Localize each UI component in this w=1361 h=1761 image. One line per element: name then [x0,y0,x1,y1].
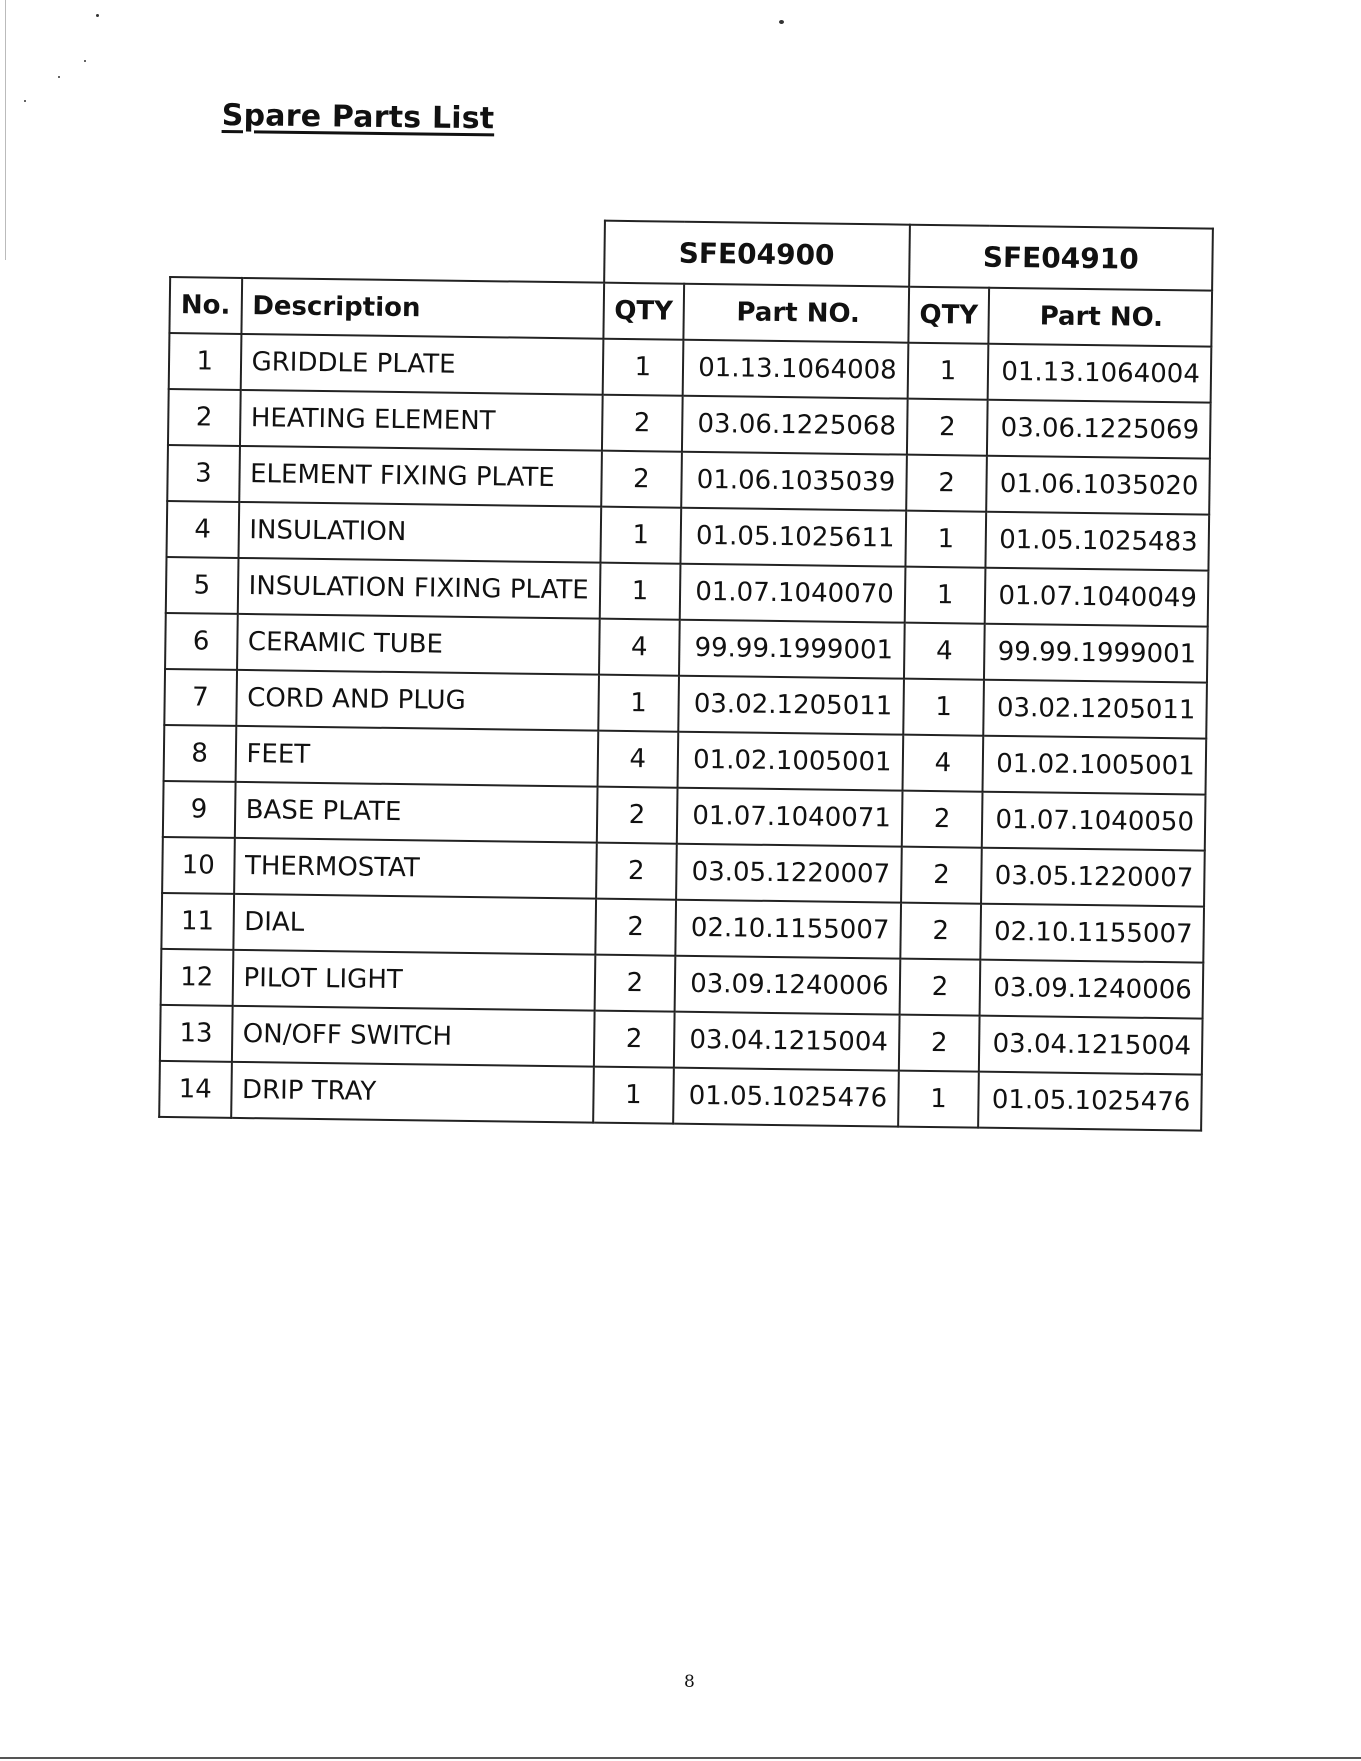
qty-sfe04900: 2 [601,451,682,508]
page-bottom-border [0,1757,1361,1759]
row-number: 2 [168,389,240,446]
qty-sfe04900: 2 [601,395,682,452]
header-no: No. [169,277,241,334]
qty-sfe04910: 2 [899,959,980,1016]
row-number: 14 [159,1061,231,1118]
qty-sfe04900: 2 [596,843,677,900]
qty-sfe04900: 2 [595,899,676,956]
qty-sfe04900: 1 [602,339,683,396]
scan-speck [58,76,60,78]
scan-speck [84,60,86,62]
part-no-sfe04900: 03.05.1220007 [676,844,901,903]
part-no-sfe04910: 03.04.1215004 [979,1016,1202,1075]
header-part-no-sfe04900: Part NO. [684,284,909,343]
part-description: HEATING ELEMENT [239,390,602,451]
qty-sfe04900: 1 [599,563,680,620]
spare-parts-sheet [158,214,1214,1132]
qty-sfe04910: 2 [900,903,981,960]
part-no-sfe04910: 03.02.1205011 [984,680,1207,739]
part-no-sfe04900: 02.10.1155007 [676,900,901,959]
row-number: 10 [162,837,234,894]
part-no-sfe04900: 01.13.1064008 [683,340,908,399]
qty-sfe04900: 4 [597,731,678,788]
row-number: 5 [166,557,238,614]
part-no-sfe04910: 01.07.1040050 [982,792,1205,851]
part-no-sfe04900: 01.07.1040070 [680,564,905,623]
qty-sfe04910: 4 [902,735,983,792]
qty-sfe04900: 2 [593,1011,674,1068]
model-header-sfe04910: SFE04910 [909,225,1213,291]
part-no-sfe04900: 03.02.1205011 [678,676,903,735]
header-part-no-sfe04910: Part NO. [989,288,1212,347]
part-no-sfe04910: 01.02.1005001 [983,736,1206,795]
qty-sfe04910: 1 [907,343,988,400]
qty-sfe04900: 2 [596,787,677,844]
row-number: 4 [167,501,239,558]
part-description: CERAMIC TUBE [237,614,600,675]
part-no-sfe04900: 03.06.1225068 [682,396,907,455]
scan-speck [96,14,99,17]
part-description: ON/OFF SWITCH [231,1006,594,1067]
part-no-sfe04910: 01.07.1040049 [985,568,1208,627]
part-description: ELEMENT FIXING PLATE [239,446,602,507]
part-no-sfe04910: 01.05.1025483 [986,512,1209,571]
qty-sfe04910: 1 [905,511,986,568]
part-no-sfe04900: 01.06.1035039 [681,452,906,511]
part-no-sfe04910: 03.06.1225069 [987,400,1210,459]
part-no-sfe04900: 01.05.1025611 [681,508,906,567]
qty-sfe04910: 4 [904,623,985,680]
part-no-sfe04910: 01.05.1025476 [978,1072,1201,1131]
row-number: 11 [161,893,233,950]
header-qty-sfe04900: QTY [603,283,684,340]
row-number: 1 [169,333,241,390]
part-no-sfe04910: 01.13.1064004 [988,344,1211,403]
qty-sfe04900: 1 [593,1067,674,1124]
qty-sfe04900: 4 [599,619,680,676]
scan-speck [779,20,784,24]
row-number: 7 [164,669,236,726]
part-no-sfe04910: 02.10.1155007 [981,904,1204,963]
part-description: GRIDDLE PLATE [240,334,603,395]
part-description: FEET [235,726,598,787]
part-no-sfe04900: 99.99.1999001 [679,620,904,679]
qty-sfe04910: 2 [899,1015,980,1072]
row-number: 6 [165,613,237,670]
header-spacer [170,215,604,283]
row-number: 12 [161,949,233,1006]
part-no-sfe04910: 01.06.1035020 [987,456,1210,515]
scan-speck [24,100,26,102]
model-header-sfe04900: SFE04900 [604,221,910,287]
qty-sfe04910: 1 [898,1071,979,1128]
qty-sfe04910: 1 [903,679,984,736]
part-description: DRIP TRAY [231,1062,594,1123]
header-qty-sfe04910: QTY [908,287,989,344]
qty-sfe04910: 2 [901,791,982,848]
page-number: 8 [684,1672,695,1692]
qty-sfe04910: 2 [907,399,988,456]
qty-sfe04910: 2 [901,847,982,904]
qty-sfe04900: 1 [598,675,679,732]
part-description: BASE PLATE [234,782,597,843]
part-no-sfe04910: 03.09.1240006 [980,960,1203,1019]
part-no-sfe04900: 03.04.1215004 [674,1012,899,1071]
row-number: 9 [163,781,235,838]
row-number: 8 [164,725,236,782]
part-description: INSULATION [238,502,601,563]
part-description: DIAL [233,894,596,955]
part-no-sfe04900: 01.07.1040071 [677,788,902,847]
row-number: 13 [160,1005,232,1062]
part-description: PILOT LIGHT [232,950,595,1011]
spare-parts-table [158,214,1214,1132]
row-number: 3 [167,445,239,502]
qty-sfe04910: 2 [906,455,987,512]
part-no-sfe04900: 03.09.1240006 [675,956,900,1015]
page-title: Spare Parts List [221,98,495,137]
part-description: CORD AND PLUG [236,670,599,731]
qty-sfe04900: 1 [600,507,681,564]
part-no-sfe04900: 01.02.1005001 [678,732,903,791]
part-no-sfe04910: 03.05.1220007 [981,848,1204,907]
part-no-sfe04900: 01.05.1025476 [673,1068,898,1127]
part-no-sfe04910: 99.99.1999001 [984,624,1207,683]
scan-edge-mark [5,0,6,260]
header-description: Description [241,278,604,339]
part-description: INSULATION FIXING PLATE [237,558,600,619]
qty-sfe04900: 2 [594,955,675,1012]
part-description: THERMOSTAT [234,838,597,899]
qty-sfe04910: 1 [904,567,985,624]
